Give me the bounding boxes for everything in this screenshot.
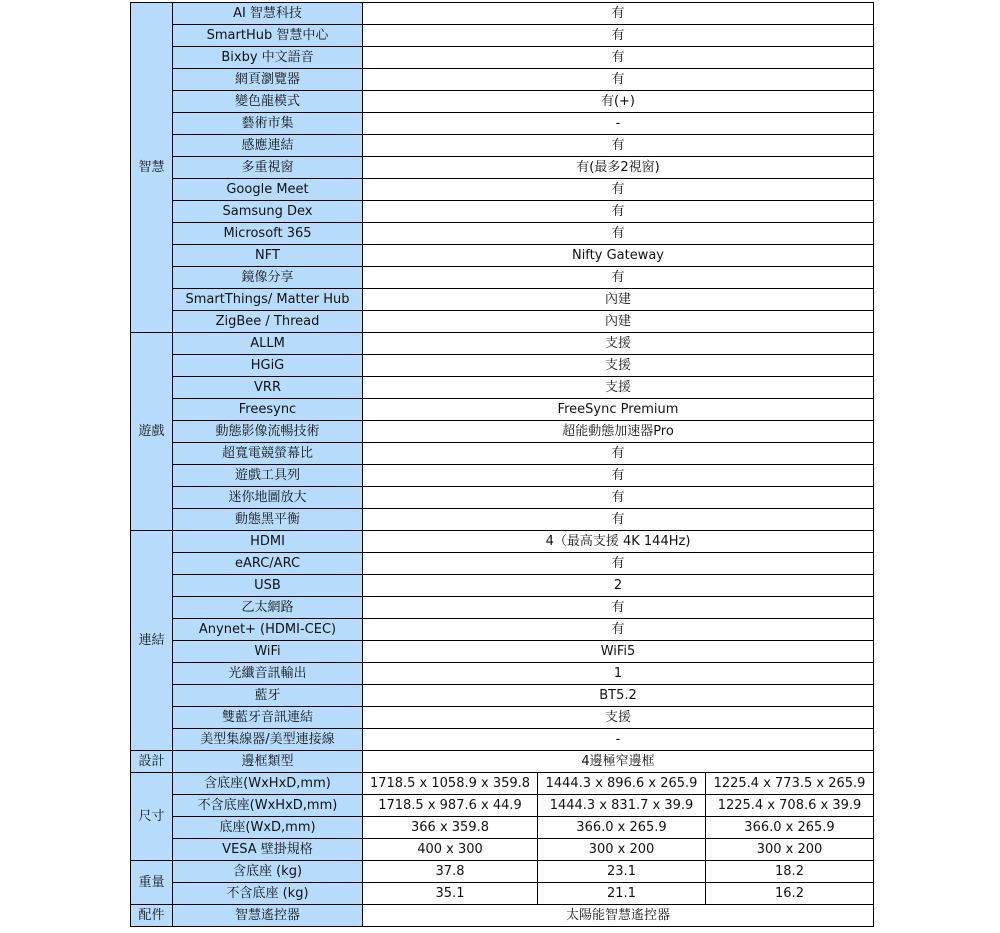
table-row (131, 465, 874, 487)
table-row (131, 201, 874, 223)
table-row (131, 179, 874, 201)
table-row (131, 421, 874, 443)
spec-label: VESA 壁掛規格 (173, 839, 363, 861)
spec-value: 300 x 200 (706, 839, 874, 861)
spec-value: 有 (363, 201, 874, 223)
spec-label: 動態黑平衡 (173, 509, 363, 531)
table-row (131, 707, 874, 729)
table-row (131, 861, 874, 883)
spec-value: 18.2 (706, 861, 874, 883)
table-row (131, 817, 874, 839)
table-row (131, 905, 874, 927)
spec-value: - (363, 113, 874, 135)
spec-value: Nifty Gateway (363, 245, 874, 267)
spec-value: 16.2 (706, 883, 874, 905)
spec-value: 400 x 300 (363, 839, 538, 861)
spec-label: 遊戲工具列 (173, 465, 363, 487)
spec-value: 有(+) (363, 91, 874, 113)
spec-label: 超寬電競螢幕比 (173, 443, 363, 465)
spec-label: ZigBee / Thread (173, 311, 363, 333)
table-row (131, 113, 874, 135)
spec-label: 動態影像流暢技術 (173, 421, 363, 443)
spec-label: Freesync (173, 399, 363, 421)
spec-value: 有(最多2視窗) (363, 157, 874, 179)
spec-value: FreeSync Premium (363, 399, 874, 421)
table-row (131, 443, 874, 465)
spec-label: 智慧遙控器 (173, 905, 363, 927)
spec-label: AI 智慧科技 (173, 3, 363, 25)
spec-value: 內建 (363, 311, 874, 333)
table-row (131, 795, 874, 817)
table-row (131, 641, 874, 663)
spec-value: 1 (363, 663, 874, 685)
spec-value: 有 (363, 509, 874, 531)
spec-label: USB (173, 575, 363, 597)
spec-value: BT5.2 (363, 685, 874, 707)
table-row (131, 3, 874, 25)
spec-label: 感應連結 (173, 135, 363, 157)
spec-label: 光纖音訊輸出 (173, 663, 363, 685)
table-row (131, 619, 874, 641)
spec-value: 有 (363, 25, 874, 47)
spec-value: 有 (363, 135, 874, 157)
category-cell: 遊戲 (131, 333, 173, 531)
table-row (131, 223, 874, 245)
table-row (131, 47, 874, 69)
spec-label: 美型集線器/美型連接線 (173, 729, 363, 751)
table-row (131, 289, 874, 311)
spec-value: 37.8 (363, 861, 538, 883)
spec-table (130, 2, 874, 927)
spec-value: 支援 (363, 355, 874, 377)
spec-label: Samsung Dex (173, 201, 363, 223)
category-cell: 設計 (131, 751, 173, 773)
table-row (131, 597, 874, 619)
spec-value: 內建 (363, 289, 874, 311)
spec-label: 不含底座(WxHxD,mm) (173, 795, 363, 817)
spec-value: 23.1 (538, 861, 706, 883)
spec-value: 4邊極窄邊框 (363, 751, 874, 773)
spec-label: HGiG (173, 355, 363, 377)
spec-label: SmartHub 智慧中心 (173, 25, 363, 47)
spec-label: VRR (173, 377, 363, 399)
table-row (131, 487, 874, 509)
spec-value: 1444.3 x 831.7 x 39.9 (538, 795, 706, 817)
spec-value: 366.0 x 265.9 (706, 817, 874, 839)
spec-label: SmartThings/ Matter Hub (173, 289, 363, 311)
table-row (131, 311, 874, 333)
spec-label: WiFi (173, 641, 363, 663)
spec-value: 有 (363, 267, 874, 289)
spec-value: 1718.5 x 1058.9 x 359.8 (363, 773, 538, 795)
table-row (131, 729, 874, 751)
category-cell: 重量 (131, 861, 173, 905)
category-cell: 配件 (131, 905, 173, 927)
table-row (131, 531, 874, 553)
spec-value: 1225.4 x 773.5 x 265.9 (706, 773, 874, 795)
category-cell: 智慧 (131, 3, 173, 333)
category-cell: 尺寸 (131, 773, 173, 861)
spec-label: 含底座 (kg) (173, 861, 363, 883)
spec-label: Microsoft 365 (173, 223, 363, 245)
spec-value: 有 (363, 465, 874, 487)
spec-label: 多重視窗 (173, 157, 363, 179)
table-row (131, 883, 874, 905)
spec-value: 35.1 (363, 883, 538, 905)
table-row (131, 157, 874, 179)
table-row (131, 69, 874, 91)
table-row (131, 377, 874, 399)
category-cell: 連結 (131, 531, 173, 751)
spec-value: 有 (363, 553, 874, 575)
spec-label: 鏡像分享 (173, 267, 363, 289)
table-row (131, 355, 874, 377)
spec-value: 有 (363, 179, 874, 201)
table-row (131, 333, 874, 355)
spec-value: 有 (363, 69, 874, 91)
spec-value: 4（最高支援 4K 144Hz) (363, 531, 874, 553)
spec-label: ALLM (173, 333, 363, 355)
spec-label: 雙藍牙音訊連結 (173, 707, 363, 729)
spec-value: 支援 (363, 707, 874, 729)
table-row (131, 773, 874, 795)
spec-label: 邊框類型 (173, 751, 363, 773)
spec-label: 含底座(WxHxD,mm) (173, 773, 363, 795)
table-row (131, 575, 874, 597)
spec-label: 不含底座 (kg) (173, 883, 363, 905)
spec-value: 有 (363, 443, 874, 465)
spec-value: 21.1 (538, 883, 706, 905)
spec-label: 迷你地圖放大 (173, 487, 363, 509)
table-row (131, 685, 874, 707)
spec-label: 變色龍模式 (173, 91, 363, 113)
spec-label: Anynet+ (HDMI-CEC) (173, 619, 363, 641)
spec-label: 藍牙 (173, 685, 363, 707)
table-row (131, 399, 874, 421)
spec-value: 有 (363, 619, 874, 641)
spec-label: eARC/ARC (173, 553, 363, 575)
spec-label: Google Meet (173, 179, 363, 201)
spec-value: 太陽能智慧遙控器 (363, 905, 874, 927)
spec-value: WiFi5 (363, 641, 874, 663)
spec-value: 有 (363, 597, 874, 619)
spec-value: 有 (363, 3, 874, 25)
spec-label: NFT (173, 245, 363, 267)
spec-value: 有 (363, 223, 874, 245)
table-row (131, 751, 874, 773)
spec-value: 有 (363, 487, 874, 509)
spec-value: 支援 (363, 377, 874, 399)
table-row (131, 245, 874, 267)
spec-value: - (363, 729, 874, 751)
table-row (131, 553, 874, 575)
spec-value: 2 (363, 575, 874, 597)
spec-label: HDMI (173, 531, 363, 553)
spec-label: 乙太網路 (173, 597, 363, 619)
spec-value: 1225.4 x 708.6 x 39.9 (706, 795, 874, 817)
spec-label: 藝術市集 (173, 113, 363, 135)
spec-label: Bixby 中文語音 (173, 47, 363, 69)
spec-label: 網頁瀏覽器 (173, 69, 363, 91)
table-row (131, 135, 874, 157)
spec-value: 300 x 200 (538, 839, 706, 861)
spec-value: 366 x 359.8 (363, 817, 538, 839)
table-row (131, 91, 874, 113)
spec-value: 支援 (363, 333, 874, 355)
table-row (131, 663, 874, 685)
table-row (131, 25, 874, 47)
table-row (131, 839, 874, 861)
spec-value: 超能動態加速器Pro (363, 421, 874, 443)
spec-label: 底座(WxD,mm) (173, 817, 363, 839)
spec-value: 366.0 x 265.9 (538, 817, 706, 839)
spec-value: 1444.3 x 896.6 x 265.9 (538, 773, 706, 795)
spec-value: 1718.5 x 987.6 x 44.9 (363, 795, 538, 817)
spec-value: 有 (363, 47, 874, 69)
spec-table-body (131, 3, 874, 927)
table-row (131, 267, 874, 289)
table-row (131, 509, 874, 531)
